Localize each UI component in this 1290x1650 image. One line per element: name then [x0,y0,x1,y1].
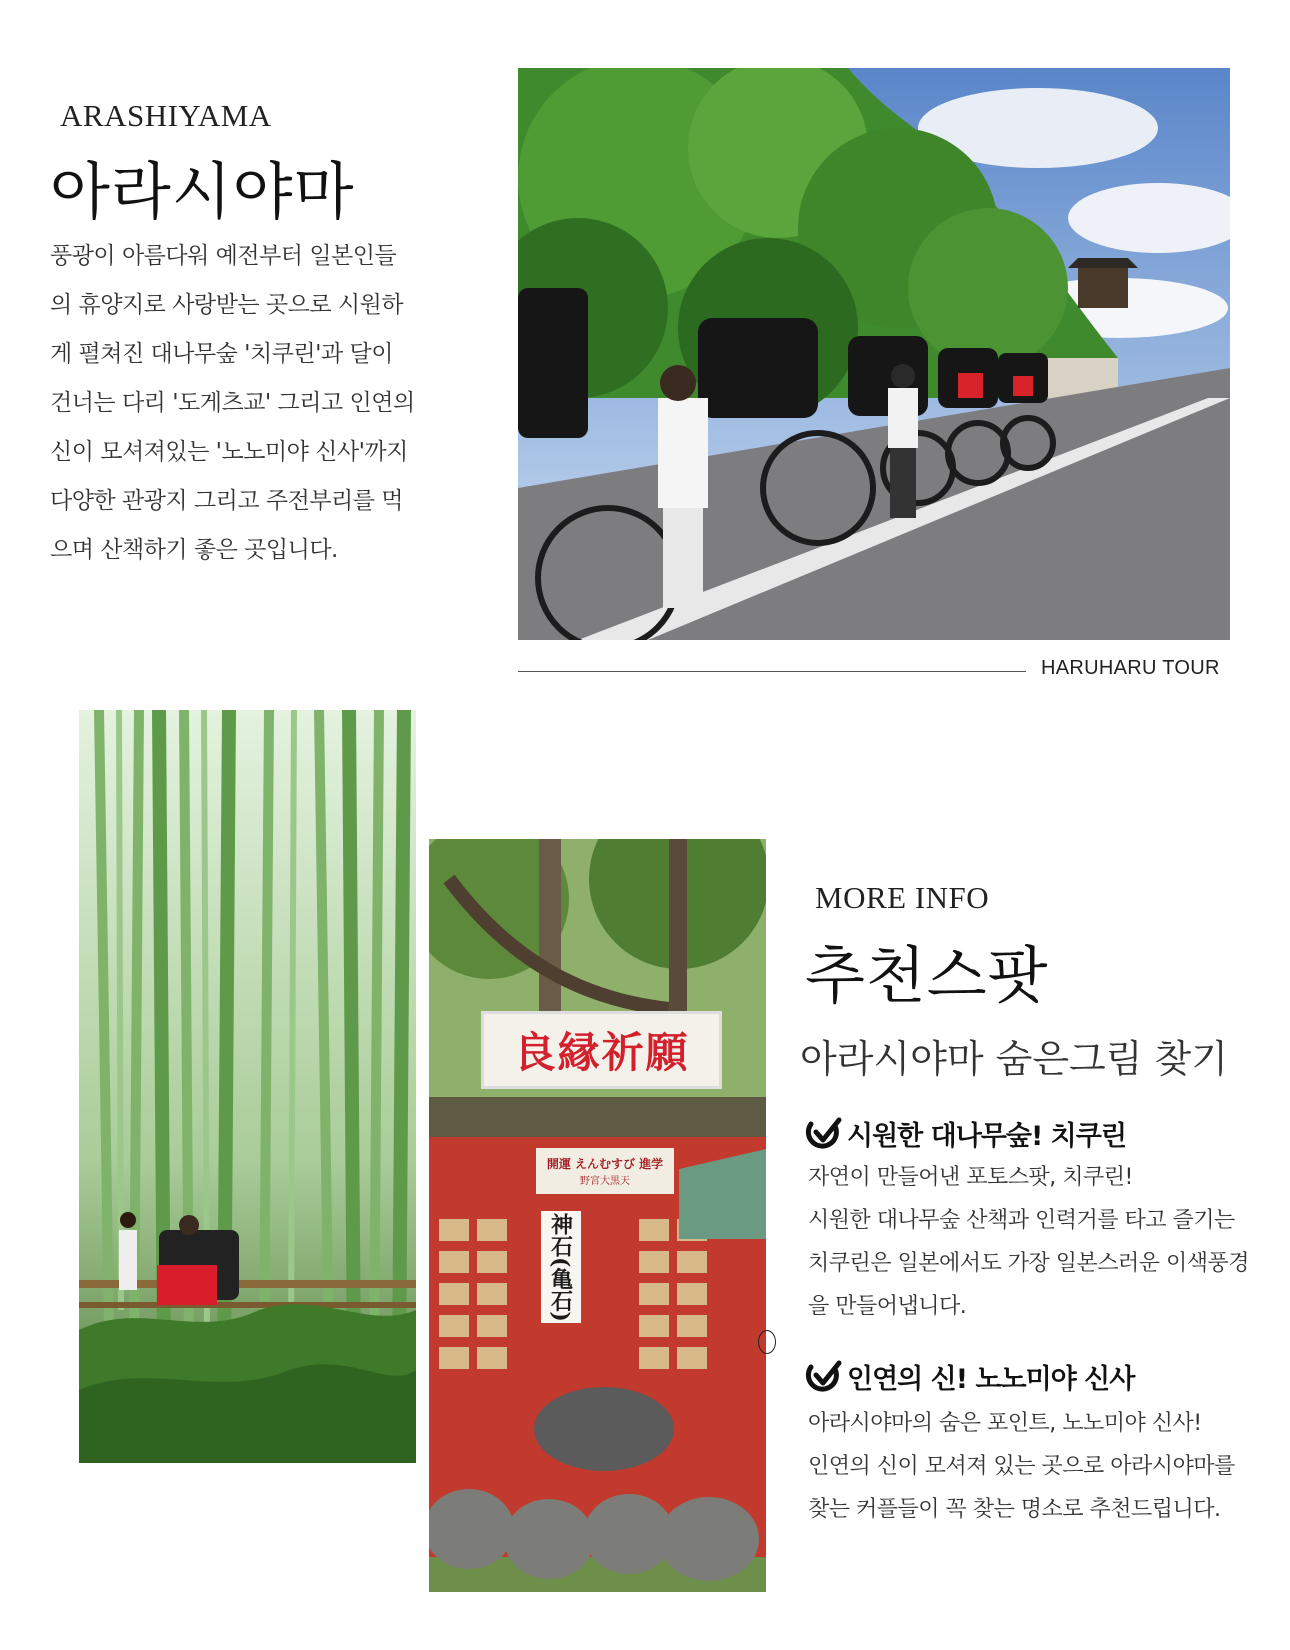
intro-line: 풍광이 아름다워 예전부터 일본인들 [50,243,397,269]
intro-paragraph [50,232,470,575]
page-marker-circle [758,1330,776,1354]
shrine-illustration [429,839,766,1592]
credit-divider [518,671,1026,672]
intro-line: 게 펼쳐진 대나무숲 '치쿠린'과 달이 [50,341,393,367]
intro-line: 건너는 다리 '도게츠교' 그리고 인연의 [50,390,415,416]
shrine-plaque [536,1148,674,1194]
feature-title-nonomiya [805,1357,1134,1396]
feature-line: 인연의 신이 모셔져 있는 곳으로 아라시야마를 [808,1454,1235,1479]
feature-line: 아라시야마의 숨은 포인트, 노노미야 신사! [808,1411,1202,1436]
intro-line: 의 휴양지로 사랑받는 곳으로 시원하 [50,292,404,318]
shrine-plaque-sub: 野宮大黒天 [580,1176,630,1187]
feature-title-chikurin [805,1114,1126,1153]
feature-line: 찾는 커플들이 꼭 찾는 명소로 추천드립니다. [808,1497,1221,1522]
kameishi-stone-sign: 神石(亀石) [541,1211,581,1323]
feature-title-text: 시원한 대나무숲! 치쿠린 [847,1121,1126,1152]
section-eyebrow: ARASHIYAMA [60,98,272,133]
credit-text: HARUHARU TOUR [1041,657,1220,679]
shrine-plaque-title: 開運 えんむすび 進学 [546,1157,664,1171]
bamboo-forest-photo [79,710,416,1463]
rickshaw-street-illustration [518,68,1230,640]
feature-line: 치쿠린은 일본에서도 가장 일본스러운 이색풍경 [808,1251,1250,1276]
intro-line: 신이 모셔져있는 '노노미야 신사'까지 [50,439,408,465]
intro-line: 다양한 관광지 그리고 주전부리를 먹 [50,488,404,514]
bamboo-forest-illustration [79,710,416,1463]
intro-line: 으며 산책하기 좋은 곳입니다. [50,537,338,563]
feature-desc-nonomiya [808,1402,1235,1531]
feature-line: 시원한 대나무숲 산책과 인력거를 타고 즐기는 [808,1208,1235,1233]
more-info-subtitle: 아라시야마 숨은그림 찾기 [800,1037,1228,1081]
page-title: 아라시야마 [50,155,355,228]
feature-line: 자연이 만들어낸 포토스팟, 치쿠린! [808,1165,1133,1190]
feature-title-text: 인연의 신! 노노미야 신사 [847,1364,1135,1395]
more-info-eyebrow: MORE INFO [815,880,990,915]
check-circle-icon [805,1359,843,1395]
more-info-title: 추천스팟 [805,939,1049,1012]
feature-desc-chikurin [808,1156,1249,1328]
nonomiya-shrine-photo [429,839,766,1592]
shrine-main-sign: 良縁祈願 [481,1011,722,1089]
check-circle-icon [805,1116,843,1152]
rickshaw-street-photo [518,68,1230,640]
feature-line: 을 만들어냅니다. [808,1294,967,1319]
